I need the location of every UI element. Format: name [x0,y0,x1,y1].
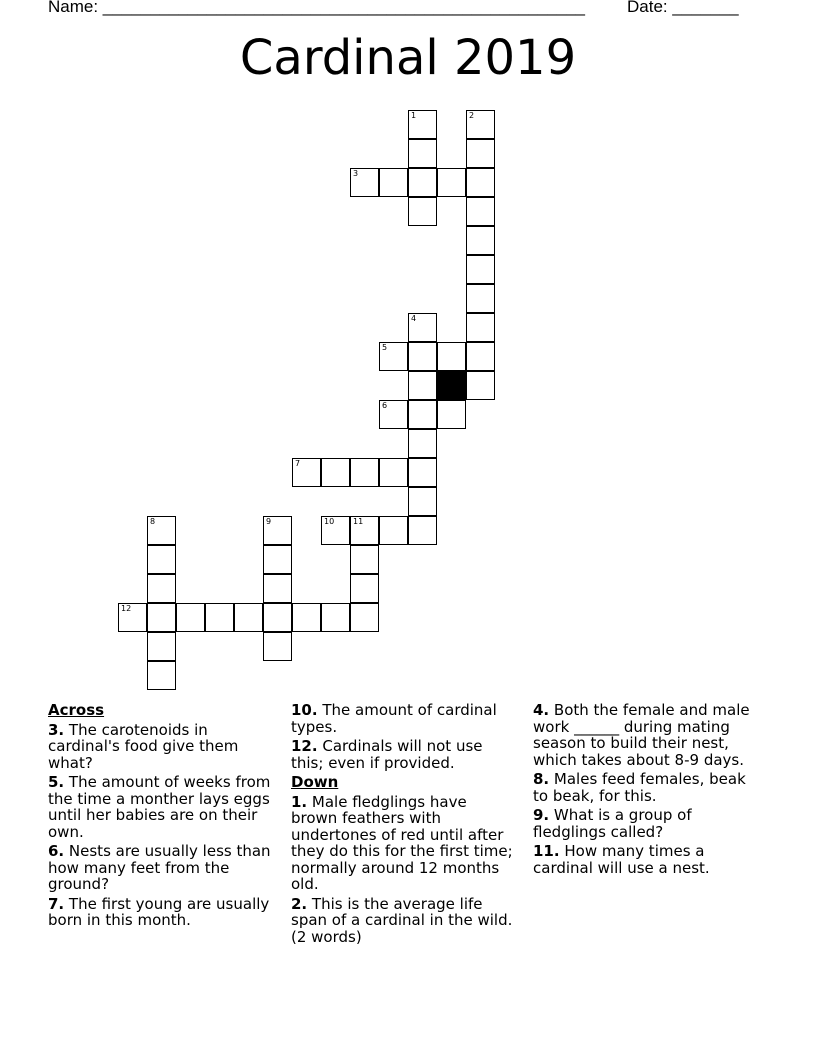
cell-number: 10 [324,517,335,526]
cell-number: 7 [295,459,301,468]
grid-cell[interactable] [350,458,379,487]
black-square [437,371,466,400]
grid-cell[interactable] [321,458,350,487]
grid-cell[interactable] [408,371,437,400]
clue-across-5 [48,774,273,840]
clue-text: Nests are usually less than how many feet from the ground? [48,842,271,893]
clue-text: Male fledglings have brown feathers with undertones of red until after they do this for the first time; normally around 12 months old. [291,792,513,893]
grid-cell[interactable] [263,545,292,574]
clue-text: Both the female and male work ______ during mating season to build their nest, which takes about 8-9 days. [533,701,750,769]
clue-number: 12. [291,737,318,755]
cell-number: 5 [382,343,388,352]
cell-number: 6 [382,401,388,410]
grid-cell[interactable] [379,458,408,487]
grid-cell[interactable] [437,168,466,197]
grid-cell-11[interactable] [350,516,379,545]
clue-across-3 [48,722,273,772]
grid-cell[interactable] [437,400,466,429]
clue-down-8 [533,771,759,804]
grid-cell[interactable] [466,255,495,284]
grid-cell-8[interactable] [147,516,176,545]
grid-cell[interactable] [350,574,379,603]
cell-number: 2 [469,111,475,120]
grid-cell[interactable] [147,661,176,690]
clue-number: 5. [48,773,65,791]
down-heading: Down [291,773,339,791]
grid-cell[interactable] [466,371,495,400]
grid-cell-10[interactable] [321,516,350,545]
grid-cell-4[interactable] [408,313,437,342]
clue-number: 1. [291,792,308,811]
clue-number: 3. [48,720,65,739]
clue-number: 4. [533,701,550,719]
name-field-line: Name: ___________________________________________________ [48,0,585,16]
clue-across-7 [48,896,273,929]
cell-number: 11 [353,517,364,526]
grid-cell[interactable] [408,168,437,197]
grid-cell[interactable] [147,603,176,632]
grid-cell[interactable] [408,342,437,371]
across-heading: Across [48,701,105,719]
grid-cell[interactable] [466,168,495,197]
clue-number: 10. [291,701,318,719]
grid-cell-1[interactable] [408,110,437,139]
clue-text: This is the average life span of a cardinal in the wild. (2 words) [291,894,513,946]
grid-cell[interactable] [205,603,234,632]
grid-cell[interactable] [408,458,437,487]
grid-cell-7[interactable] [292,458,321,487]
grid-cell[interactable] [466,197,495,226]
clue-text: What is a group of fledglings called? [533,806,692,841]
clue-down-1 [291,794,516,893]
clue-down-2 [291,896,516,946]
cell-number: 12 [121,604,132,613]
grid-cell[interactable] [350,603,379,632]
clue-text: Cardinals will not use this; even if provided. [291,737,483,772]
cell-number: 1 [411,111,417,120]
grid-cell[interactable] [263,603,292,632]
grid-cell[interactable] [321,603,350,632]
clue-text: Males feed females, beak to beak, for this. [533,770,746,805]
grid-cell-6[interactable] [379,400,408,429]
grid-cell-5[interactable] [379,342,408,371]
date-field-line: Date: _______ [627,0,739,16]
grid-cell[interactable] [466,226,495,255]
grid-cell[interactable] [408,400,437,429]
grid-cell[interactable] [379,168,408,197]
clue-across-10 [291,702,516,735]
clue-down-4 [533,702,759,768]
clue-number: 2. [291,894,308,913]
grid-cell[interactable] [379,516,408,545]
grid-cell[interactable] [466,313,495,342]
grid-cell[interactable] [263,632,292,661]
clue-number: 11. [533,842,560,860]
clue-text: The first young are usually born in this month. [48,894,270,929]
grid-cell[interactable] [408,516,437,545]
grid-cell-12[interactable] [118,603,147,632]
grid-cell[interactable] [466,284,495,313]
clue-text: The amount of weeks from the time a monther lays eggs until her babies are on their own. [48,773,271,841]
grid-cell[interactable] [147,545,176,574]
clue-text: The amount of cardinal types. [291,701,497,736]
grid-cell[interactable] [437,342,466,371]
grid-cell[interactable] [147,632,176,661]
grid-cell[interactable] [263,574,292,603]
clue-column-2 [291,702,516,948]
clue-column-3 [533,702,759,879]
cell-number: 3 [353,169,359,178]
clue-down-9 [533,807,759,840]
clue-column-1 [48,702,273,932]
grid-cell[interactable] [408,139,437,168]
clue-across-12 [291,738,516,771]
clue-number: 9. [533,806,550,824]
grid-cell[interactable] [466,342,495,371]
grid-cell-2[interactable] [466,110,495,139]
grid-cell[interactable] [466,139,495,168]
clue-number: 6. [48,842,65,860]
cell-number: 8 [150,517,156,526]
clue-down-11 [533,843,759,876]
grid-cell[interactable] [408,197,437,226]
grid-cell[interactable] [350,545,379,574]
clue-number: 8. [533,770,550,788]
grid-cell-9[interactable] [263,516,292,545]
clue-text: The carotenoids in cardinal's food give them what? [48,720,239,772]
grid-cell[interactable] [292,603,321,632]
cell-number: 9 [266,517,272,526]
clue-across-6 [48,843,273,893]
grid-cell-3[interactable] [350,168,379,197]
grid-cell[interactable] [234,603,263,632]
cell-number: 4 [411,314,417,323]
puzzle-title: Cardinal 2019 [239,30,577,86]
clue-text: How many times a cardinal will use a nest. [533,842,710,877]
grid-cell[interactable] [176,603,205,632]
clue-number: 7. [48,894,65,913]
grid-cell[interactable] [147,574,176,603]
grid-cell[interactable] [408,487,437,516]
grid-cell[interactable] [408,429,437,458]
